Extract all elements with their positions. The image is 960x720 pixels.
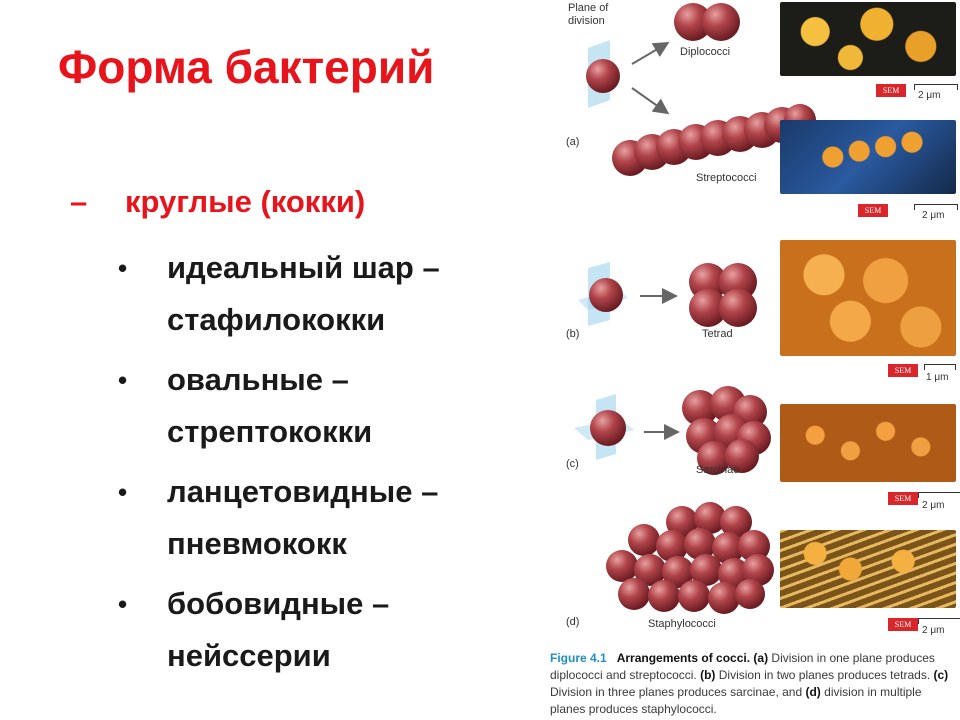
plane-of-division-b [578, 262, 628, 326]
sem-badge: SEM [888, 492, 918, 505]
bullet-list [118, 242, 498, 690]
panel-label-d: (d) [566, 616, 580, 628]
plane-of-division-label [568, 2, 608, 28]
plane-label-line: division [568, 15, 605, 27]
caption-part: (a) [753, 651, 769, 665]
scale-label: 2 μm [922, 625, 945, 636]
caption-text: division in multiple planes produces staphylococci. [550, 685, 922, 716]
plane-of-division-c [574, 394, 634, 460]
bullet-icon: • [118, 253, 128, 283]
caption-text: Division in two planes produces tetrads. [715, 668, 934, 682]
panel-label-b: (b) [566, 328, 580, 340]
plane-of-division-a [586, 40, 620, 108]
sarcinae-label: Sarcinae [696, 464, 740, 476]
bullet-text: идеальный шар – стафилококки [167, 250, 440, 337]
tetrad-illustration [689, 263, 757, 327]
slide-title: Форма бактерий [58, 41, 435, 93]
bullet-icon: • [118, 589, 128, 619]
bullet-item [118, 578, 498, 682]
scale-label: 2 μm [922, 210, 945, 221]
scale-label: 2 μm [922, 500, 945, 511]
caption-part: (d) [805, 685, 821, 699]
bullet-text: ланцетовидные – пневмококк [167, 474, 439, 561]
diplococci-illustration [674, 3, 740, 41]
panel-label-c: (c) [566, 458, 579, 470]
sem-badge: SEM [888, 364, 918, 377]
diplococci-label: Diplococci [680, 46, 731, 58]
staphylococci-illustration [606, 502, 774, 614]
micrograph-tetrad [780, 240, 956, 356]
scale-label: 2 μm [918, 90, 941, 101]
figure-number: Figure 4.1 [550, 651, 607, 665]
bullet-item [118, 242, 498, 346]
cocci-figure [548, 0, 960, 720]
scale-bar [918, 618, 960, 624]
caption-text: Division in three planes produces sarcinae, and [550, 685, 806, 699]
micrograph-sarcinae [780, 404, 956, 482]
caption-text: Division in one plane produces diplococci and streptococci. [550, 651, 935, 682]
staphylococci-label: Staphylococci [648, 618, 716, 630]
scale-bar [924, 364, 956, 370]
sem-badge: SEM [876, 84, 906, 97]
main-item-text: круглые (кокки) [125, 184, 366, 219]
caption-part: (b) [700, 668, 716, 682]
tetrad-label: Tetrad [702, 328, 733, 340]
micrograph-streptococci [780, 120, 956, 194]
sem-badge: SEM [888, 618, 918, 631]
panel-label-a: (a) [566, 136, 580, 148]
bullet-item [118, 466, 498, 570]
caption-part: (c) [933, 668, 949, 682]
sem-badge: SEM [858, 204, 888, 217]
bullet-item [118, 354, 498, 458]
scale-label: 1 μm [926, 372, 949, 383]
micrograph-staphylococci [780, 530, 956, 608]
caption-heading: Arrangements of cocci. [616, 651, 751, 665]
figure-caption [550, 650, 955, 718]
plane-label-line: Plane of [568, 2, 609, 14]
bullet-text: овальные – стрептококки [167, 362, 373, 449]
streptococci-label: Streptococci [696, 172, 757, 184]
bullet-text: бобовидные – нейссерии [167, 586, 390, 673]
bullet-icon: • [118, 365, 128, 395]
dash-marker: – [70, 184, 88, 219]
micrograph-diplococci [780, 2, 956, 76]
scale-bar [918, 492, 960, 498]
bullet-icon: • [118, 477, 128, 507]
sarcinae-illustration [682, 386, 771, 475]
